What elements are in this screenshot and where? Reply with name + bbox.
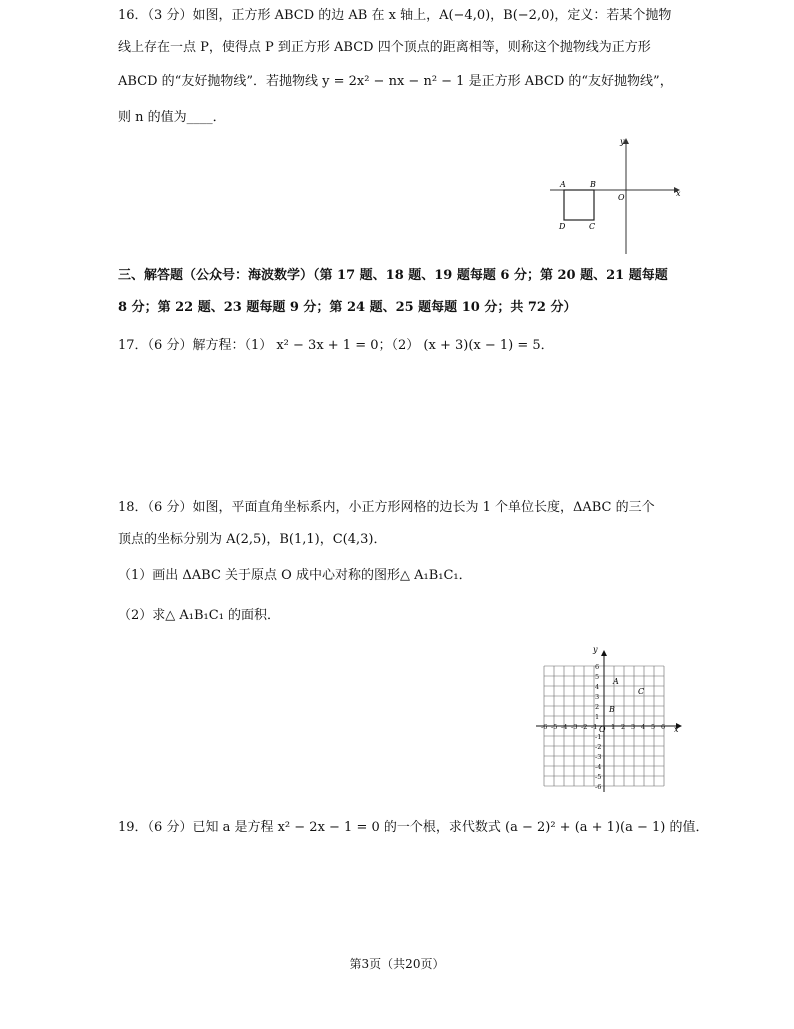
q18-label-b: B: [609, 705, 615, 714]
y-tick-label: -3: [595, 753, 602, 761]
q18-line-2: 顶点的坐标分别为 A(2,5)，B(1,1)，C(4,3)．: [118, 532, 387, 547]
q18-label-x: x: [674, 725, 679, 734]
y-tick-label: 5: [595, 673, 600, 681]
x-tick-label: -4: [561, 723, 568, 731]
q16-line-1: 16．（3 分）如图，正方形 ABCD 的边 AB 在 x 轴上，A(−4,0)，B(−2,0)，定义：若某个抛物: [118, 8, 672, 23]
q18-axes: [536, 650, 682, 792]
q16-label-c: C: [589, 222, 596, 231]
q17-text: 17．（6 分）解方程：（1） x² − 3x + 1 = 0；（2） (x + 3)(x − 1) = 5．: [118, 338, 554, 353]
y-tick-label: 2: [595, 703, 600, 711]
q16-label-d: D: [559, 222, 566, 231]
q16-label-o: O: [618, 193, 625, 202]
x-tick-label: -5: [551, 723, 558, 731]
q16-label-a: A: [560, 180, 566, 189]
y-tick-label: -5: [595, 773, 602, 781]
y-tick-label: -6: [595, 783, 602, 791]
q19-text: 19．（6 分）已知 a 是方程 x² − 2x − 1 = 0 的一个根，求代数式 (a − 2)² + (a + 1)(a − 1) 的值．: [118, 820, 709, 835]
q16-square-abcd: [564, 190, 594, 220]
x-tick-label: -3: [571, 723, 578, 731]
x-tick-label: -6: [541, 723, 548, 731]
y-tick-label: -1: [595, 733, 602, 741]
x-tick-label: -2: [581, 723, 588, 731]
x-tick-label: 4: [641, 723, 646, 731]
x-tick-label: 2: [621, 723, 626, 731]
q18-grid-figure: [520, 642, 690, 794]
q18-label-y: y: [593, 645, 598, 654]
q18-part-1: （1）画出 ΔABC 关于原点 O 成中心对称的图形△ A₁B₁C₁．: [118, 568, 472, 583]
y-tick-label: -2: [595, 743, 602, 751]
x-tick-label: -1: [591, 723, 598, 731]
x-tick-label: 1: [611, 723, 616, 731]
q18-label-c: C: [638, 687, 645, 696]
x-tick-label: 5: [651, 723, 656, 731]
q18-line-1: 18．（6 分）如图，平面直角坐标系内，小正方形网格的边长为 1 个单位长度，ΔABC 的三个: [118, 500, 655, 515]
section-3-heading-line-1: 三、解答题（公众号：海波数学）（第 17 题、18 题、19 题每题 6 分；第 20 题、21 题每题: [118, 268, 668, 283]
q16-figure: [540, 132, 690, 257]
y-tick-label: 1: [595, 713, 600, 721]
page-footer: 第3页（共20页）: [349, 957, 445, 971]
y-tick-label: 3: [595, 693, 600, 701]
q16-line-4: 则 n 的值为____．: [118, 110, 226, 125]
section-3-heading-line-2: 8 分；第 22 题、23 题每题 9 分；第 24 题、25 题每题 10 分；共 72 分）: [118, 300, 577, 315]
y-tick-label: 6: [595, 663, 600, 671]
q18-part-2: （2）求△ A₁B₁C₁ 的面积．: [118, 608, 281, 623]
q16-label-y: y: [620, 137, 625, 146]
x-tick-label: 6: [661, 723, 666, 731]
x-tick-label: 3: [631, 723, 636, 731]
q16-line-3: ABCD 的“友好抛物线”．若抛物线 y = 2x² − nx − n² − 1 是正方形 ABCD 的“友好抛物线”，: [118, 74, 673, 89]
q16-line-2: 线上存在一点 P，使得点 P 到正方形 ABCD 四个顶点的距离相等，则称这个抛物线为正方形: [118, 40, 651, 55]
y-axis-arrow: [601, 650, 607, 656]
q16-label-x: x: [676, 189, 681, 198]
y-tick-label: -4: [595, 763, 602, 771]
q18-label-o: O: [599, 725, 606, 734]
y-tick-label: 4: [595, 683, 600, 691]
q16-label-b: B: [590, 180, 596, 189]
q18-label-a: A: [613, 677, 619, 686]
